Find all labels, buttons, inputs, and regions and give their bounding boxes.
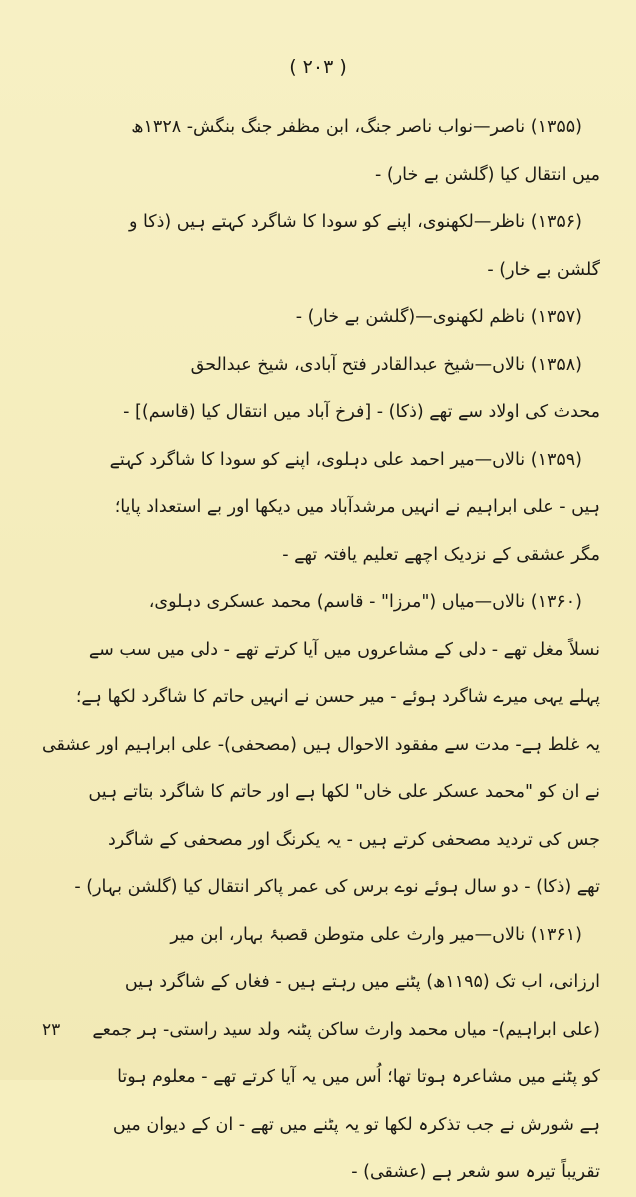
text-line: گلشن بے خار) - <box>487 259 600 280</box>
text-line: نسلاً مغل تھے - دلی کے مشاعروں میں آیا کرتے تھے - دلی میں سب سے <box>88 639 600 660</box>
text-line: ارزانی، اب تک (۱۱۹۵ھ) پٹنے میں رہتے ہیں - فغاں کے شاگرد ہیں <box>124 972 600 992</box>
text-line: (۱۳۶۰) نالاں—میاں ("مرزا" - قاسم) محمد عسکری دہلوی، <box>148 592 582 612</box>
text-line: پہلے یہی میرے شاگرد ہوئے - میر حسن نے انہیں حاتم کا شاگرد لکھا ہے؛ <box>75 687 600 707</box>
text-line: مگر عشقی کے نزدیک اچھے تعلیم یافتہ تھے - <box>282 544 600 565</box>
text-line: (۱۳۵۷) ناظم لکھنوی—(گلشن بے خار) - <box>295 307 582 327</box>
text-line: جس کی تردید مصحفی کرتے ہیں - یہ یکرنگ اور مصحفی کے شاگرد <box>108 829 600 850</box>
text-line: یہ غلط ہے- مدت سے مفقود الاحوال ہیں (مصحفی)- علی ابراہیم اور عشقی <box>41 734 600 755</box>
text-line: (۱۳۵۵) ناصر—نواب ناصر جنگ، ابن مظفر جنگ بنگش- ۱۳۲۸ھ <box>131 117 582 137</box>
text-line: (۱۳۵۸) نالاں—شیخ عبدالقادر فتح آبادی، شیخ عبدالحق <box>190 354 582 375</box>
text-line: ہیں - علی ابراہیم نے انہیں مرشدآباد میں دیکھا اور بے استعداد پایا؛ <box>114 497 600 517</box>
folio-number: ۲۳ <box>42 1020 61 1040</box>
text-line: تھے (ذکا) - دو سال ہوئے نوے برس کی عمر پاکر انتقال کیا (گلشن بہار) - <box>74 877 600 897</box>
text-line: (۱۳۵۹) نالاں—میر احمد علی دہلوی، اپنے کو سودا کا شاگرد کہتے <box>109 449 582 470</box>
text-line: محدث کی اولاد سے تھے (ذکا) - [فرخ آباد میں انتقال کیا (قاسم)] - <box>123 402 600 422</box>
body-text <box>40 104 600 1197</box>
text-line: تقریباً تیرہ سو شعر ہے (عشقی) - <box>351 1162 600 1182</box>
text-line: (۱۳۵۶) ناظر—لکھنوی، اپنے کو سودا کا شاگرد کہتے ہیں (ذکا و <box>128 212 582 232</box>
text-line: میں انتقال کیا (گلشن بے خار) - <box>375 164 600 185</box>
text-line: (علی ابراہیم)- میاں محمد وارث ساکن پٹنہ ولد سید راستی- ہر جمعے <box>92 1019 600 1040</box>
page-number: ( ۲۰۳ ) <box>289 56 347 78</box>
text-line: ہے شورش نے جب تذکرہ لکھا تو یہ پٹنے میں تھے - ان کے دیوان میں <box>112 1114 600 1135</box>
text-line: (۱۳۶۱) نالاں—میر وارث علی متوطن قصبۂ بہار، ابن میر <box>170 924 582 945</box>
text-line: کو پٹنے میں مشاعرہ ہوتا تھا؛ اُس میں یہ آیا کرتے تھے - معلوم ہوتا <box>117 1067 600 1087</box>
text-line: نے ان کو "محمد عسکر علی خاں" لکھا ہے اور حاتم کا شاگرد بتاتے ہیں <box>88 782 600 802</box>
